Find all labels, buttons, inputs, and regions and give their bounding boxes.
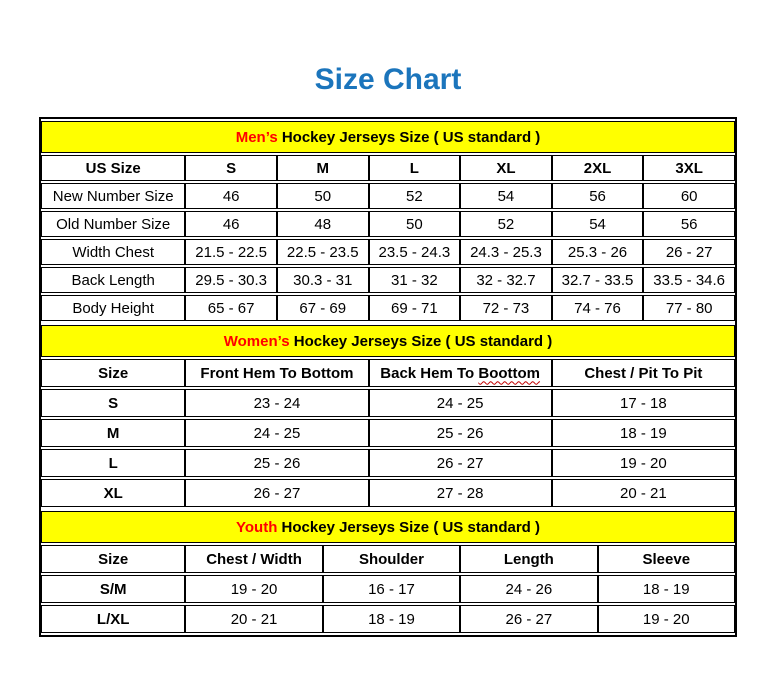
size-cell: 32 - 32.7 (460, 267, 552, 293)
size-cell: 18 - 19 (323, 605, 460, 633)
size-cell: 31 - 32 (369, 267, 461, 293)
youth-header-row (41, 545, 735, 573)
womens-header-row (41, 359, 735, 387)
size-cell: 20 - 21 (552, 479, 735, 507)
size-cell: 26 - 27 (460, 605, 597, 633)
row-label: XL (41, 479, 185, 507)
size-cell: 17 - 18 (552, 389, 735, 417)
column-header: L (369, 155, 461, 181)
size-cell: 33.5 - 34.6 (643, 267, 735, 293)
size-cell: 56 (552, 183, 644, 209)
misspelled-word: Boottom (478, 364, 541, 382)
size-cell: 74 - 76 (552, 295, 644, 321)
size-cell: 20 - 21 (185, 605, 322, 633)
table-row (41, 605, 735, 633)
column-header-prefix: Back Hem To (380, 364, 479, 382)
size-cell: 50 (277, 183, 369, 209)
size-cell: 18 - 19 (598, 575, 735, 603)
size-cell: 77 - 80 (643, 295, 735, 321)
size-cell: 24.3 - 25.3 (460, 239, 552, 265)
size-cell: 60 (643, 183, 735, 209)
column-header: Length (460, 545, 597, 573)
table-row (41, 419, 735, 447)
size-cell: 32.7 - 33.5 (552, 267, 644, 293)
row-label: S (41, 389, 185, 417)
table-row (41, 211, 735, 237)
size-cell: 54 (460, 183, 552, 209)
size-cell: 25.3 - 26 (552, 239, 644, 265)
row-label: New Number Size (41, 183, 185, 209)
column-header: Front Hem To Bottom (185, 359, 368, 387)
youth-band (41, 511, 735, 543)
size-cell: 23 - 24 (185, 389, 368, 417)
size-cell: 22.5 - 23.5 (277, 239, 369, 265)
size-cell: 23.5 - 24.3 (369, 239, 461, 265)
size-cell: 25 - 26 (185, 449, 368, 477)
size-cell: 29.5 - 30.3 (185, 267, 277, 293)
row-label: L (41, 449, 185, 477)
womens-band-row (41, 325, 735, 357)
mens-header-row (41, 155, 735, 181)
size-cell: 26 - 27 (369, 449, 552, 477)
size-cell: 26 - 27 (643, 239, 735, 265)
size-cell: 19 - 20 (598, 605, 735, 633)
column-header: Chest / Pit To Pit (552, 359, 735, 387)
band-text: Hockey Jerseys Size ( US standard ) (289, 332, 553, 350)
band-text: Hockey Jerseys Size ( US standard ) (277, 518, 540, 536)
size-cell: 67 - 69 (277, 295, 369, 321)
size-cell: 69 - 71 (369, 295, 461, 321)
column-header (369, 359, 552, 387)
row-label: Body Height (41, 295, 185, 321)
table-row (41, 575, 735, 603)
size-cell: 21.5 - 22.5 (185, 239, 277, 265)
table-row (41, 295, 735, 321)
table-row (41, 267, 735, 293)
row-label: Width Chest (41, 239, 185, 265)
size-cell: 27 - 28 (369, 479, 552, 507)
size-chart-tables (39, 117, 737, 637)
youth-band-row (41, 511, 735, 543)
size-cell: 26 - 27 (185, 479, 368, 507)
mens-size-table (41, 119, 735, 323)
size-cell: 72 - 73 (460, 295, 552, 321)
mens-band-row (41, 121, 735, 153)
column-header: US Size (41, 155, 185, 181)
size-cell: 16 - 17 (323, 575, 460, 603)
band-text: Hockey Jerseys Size ( US standard ) (277, 128, 541, 146)
size-cell: 56 (643, 211, 735, 237)
column-header: S (185, 155, 277, 181)
row-label: M (41, 419, 185, 447)
band-highlight: Women’s (223, 332, 290, 350)
size-cell: 65 - 67 (185, 295, 277, 321)
size-cell: 50 (369, 211, 461, 237)
size-cell: 52 (460, 211, 552, 237)
row-label: S/M (41, 575, 185, 603)
column-header: Size (41, 359, 185, 387)
size-cell: 24 - 26 (460, 575, 597, 603)
size-cell: 54 (552, 211, 644, 237)
youth-size-table (41, 509, 735, 635)
mens-band (41, 121, 735, 153)
table-row (41, 183, 735, 209)
band-highlight: Youth (236, 518, 278, 536)
size-cell: 25 - 26 (369, 419, 552, 447)
page-title: Size Chart (314, 63, 462, 96)
size-cell: 46 (185, 211, 277, 237)
size-cell: 30.3 - 31 (277, 267, 369, 293)
table-row (41, 479, 735, 507)
column-header: 3XL (643, 155, 735, 181)
table-row (41, 389, 735, 417)
column-header: Sleeve (598, 545, 735, 573)
size-cell: 24 - 25 (369, 389, 552, 417)
column-header: Shoulder (323, 545, 460, 573)
table-row (41, 449, 735, 477)
row-label: Old Number Size (41, 211, 185, 237)
table-row (41, 239, 735, 265)
size-cell: 19 - 20 (552, 449, 735, 477)
size-cell: 18 - 19 (552, 419, 735, 447)
column-header: Size (41, 545, 185, 573)
row-label: Back Length (41, 267, 185, 293)
column-header: 2XL (552, 155, 644, 181)
womens-size-table (41, 323, 735, 509)
column-header: M (277, 155, 369, 181)
size-cell: 19 - 20 (185, 575, 322, 603)
size-cell: 46 (185, 183, 277, 209)
column-header: Chest / Width (185, 545, 322, 573)
row-label: L/XL (41, 605, 185, 633)
column-header: XL (460, 155, 552, 181)
band-highlight: Men’s (235, 128, 278, 146)
womens-band (41, 325, 735, 357)
size-cell: 48 (277, 211, 369, 237)
size-cell: 52 (369, 183, 461, 209)
size-cell: 24 - 25 (185, 419, 368, 447)
